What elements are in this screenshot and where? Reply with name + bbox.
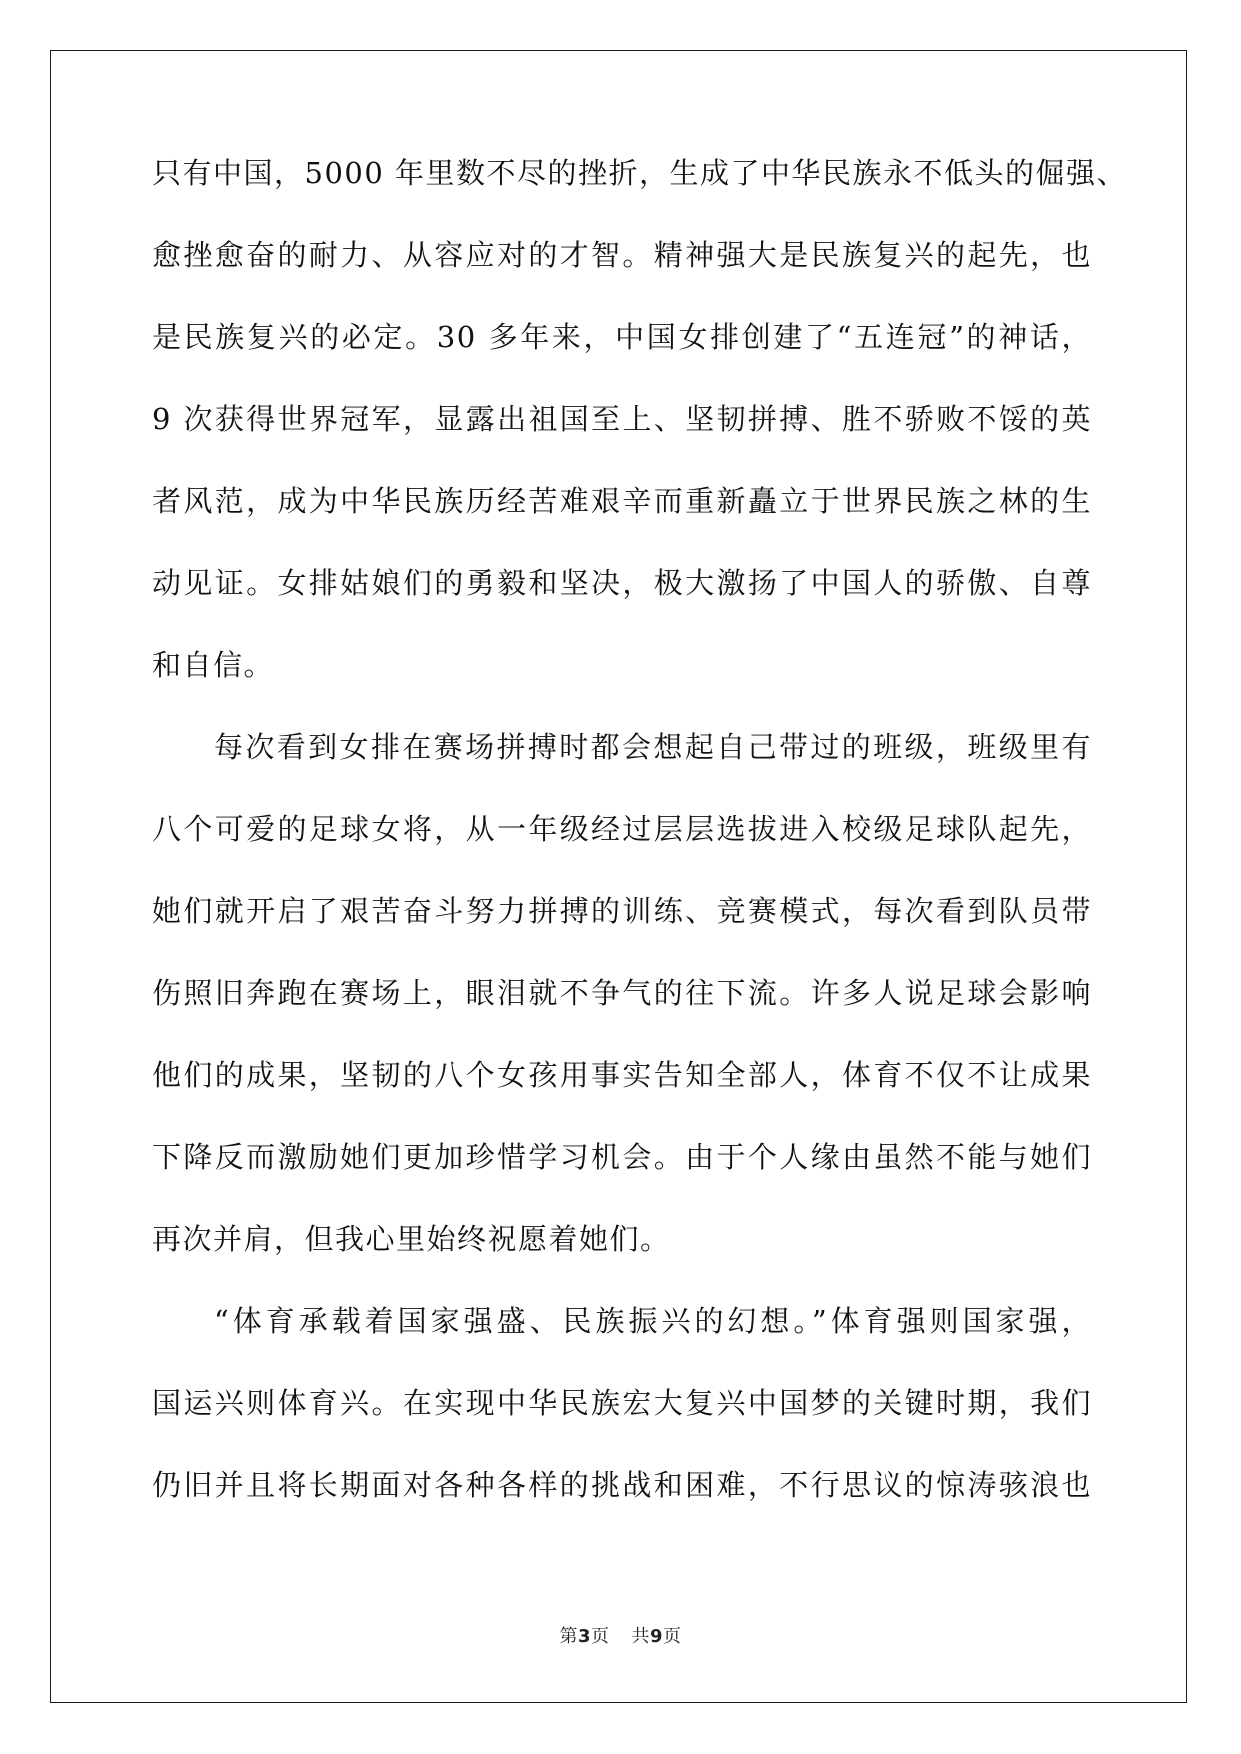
total-label-unit: 页 [663,1626,682,1647]
paragraph-line: 只有中国，5000 年里数不尽的挫折，生成了中华民族永不低头的倔强、 [152,156,1128,190]
paragraph-line: 下降反而激励她们更加珍惜学习机会。由于个人缘由虽然不能与她们 [152,1140,1092,1174]
paragraph-line: 仍旧并且将长期面对各种各样的挑战和困难，不行思议的惊涛骇浪也 [152,1468,1092,1502]
total-page-count: 9 [650,1626,664,1647]
current-page-number: 3 [577,1626,591,1647]
paragraph-line: 每次看到女排在赛场拼搏时都会想起自己带过的班级，班级里有 [214,730,1092,764]
paragraph-line: 动见证。女排姑娘们的勇毅和坚决，极大激扬了中国人的骄傲、自尊 [152,566,1092,600]
page-footer [0,1622,1241,1648]
paragraph-line: 伤照旧奔跑在赛场上，眼泪就不争气的往下流。许多人说足球会影响 [152,976,1092,1010]
paragraph-line: 愈挫愈奋的耐力、从容应对的才智。精神强大是民族复兴的起先，也 [152,238,1092,272]
paragraph-line: 是民族复兴的必定。30 多年来，中国女排创建了“五连冠”的神话， [152,320,1092,354]
paragraph-line: 9 次获得世界冠军，显露出祖国至上、坚韧拼搏、胜不骄败不馁的英 [152,402,1092,436]
paragraph-line: 再次并肩，但我心里始终祝愿着她们。 [152,1222,671,1256]
page-label-unit: 页 [591,1626,610,1647]
paragraph-line: 和自信。 [152,648,275,682]
paragraph-line: “体育承载着国家强盛、民族振兴的幻想。”体育强则国家强， [214,1304,1092,1338]
paragraph-line: 者风范，成为中华民族历经苦难艰辛而重新矗立于世界民族之林的生 [152,484,1092,518]
total-label-prefix: 共 [631,1626,650,1647]
paragraph-line: 国运兴则体育兴。在实现中华民族宏大复兴中国梦的关键时期，我们 [152,1386,1092,1420]
paragraph-line: 他们的成果，坚韧的八个女孩用事实告知全部人，体育不仅不让成果 [152,1058,1092,1092]
paragraph-line: 她们就开启了艰苦奋斗努力拼搏的训练、竞赛模式，每次看到队员带 [152,894,1092,928]
document-body [152,156,1128,1550]
paragraph-line: 八个可爱的足球女将，从一年级经过层层选拔进入校级足球队起先， [152,812,1092,846]
page-label-prefix: 第 [559,1626,578,1647]
